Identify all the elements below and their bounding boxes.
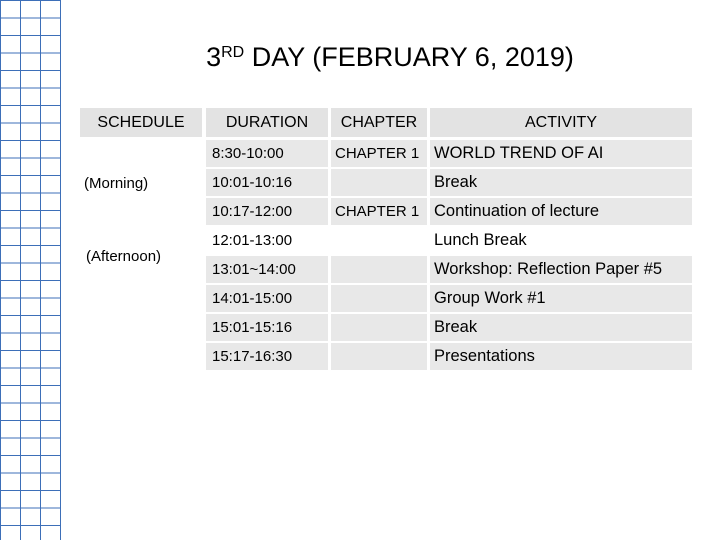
title-ordinal: 3 [206, 42, 222, 72]
activity-cell: WORLD TREND OF AI [430, 140, 692, 167]
decorative-grid [0, 0, 61, 540]
duration-cell: 8:30-10:00 [206, 140, 328, 167]
header-duration: DURATION [206, 108, 328, 137]
session-afternoon: (Afternoon) [86, 248, 162, 265]
chapter-cell [331, 256, 427, 283]
duration-cell: 12:01-13:00 [206, 227, 328, 254]
chapter-cell: CHAPTER 1 [331, 140, 427, 167]
chapter-cell: CHAPTER 1 [331, 198, 427, 225]
chapter-cell [331, 343, 427, 370]
title-suffix: RD [221, 44, 245, 61]
chapter-cell [331, 314, 427, 341]
chapter-cell [331, 169, 427, 196]
header-chapter: CHAPTER [331, 108, 427, 137]
chapter-cell [331, 227, 427, 254]
activity-cell: Group Work #1 [430, 285, 692, 312]
duration-cell: 13:01~14:00 [206, 256, 328, 283]
header-activity: ACTIVITY [430, 108, 692, 137]
duration-cell: 14:01-15:00 [206, 285, 328, 312]
duration-cell: 10:01-10:16 [206, 169, 328, 196]
chapter-cell [331, 285, 427, 312]
activity-cell: Continuation of lecture [430, 198, 692, 225]
title-rest: DAY (FEBRUARY 6, 2019) [244, 42, 574, 72]
duration-cell: 15:01-15:16 [206, 314, 328, 341]
duration-cell: 10:17-12:00 [206, 198, 328, 225]
header-schedule: SCHEDULE [80, 108, 202, 137]
activity-cell: Workshop: Reflection Paper #5 [430, 256, 692, 283]
activity-cell: Presentations [430, 343, 692, 370]
activity-cell: Break [430, 169, 692, 196]
page-title [0, 42, 720, 73]
activity-cell: Lunch Break [430, 227, 692, 254]
duration-cell: 15:17-16:30 [206, 343, 328, 370]
activity-cell: Break [430, 314, 692, 341]
session-morning: (Morning) [84, 175, 149, 192]
